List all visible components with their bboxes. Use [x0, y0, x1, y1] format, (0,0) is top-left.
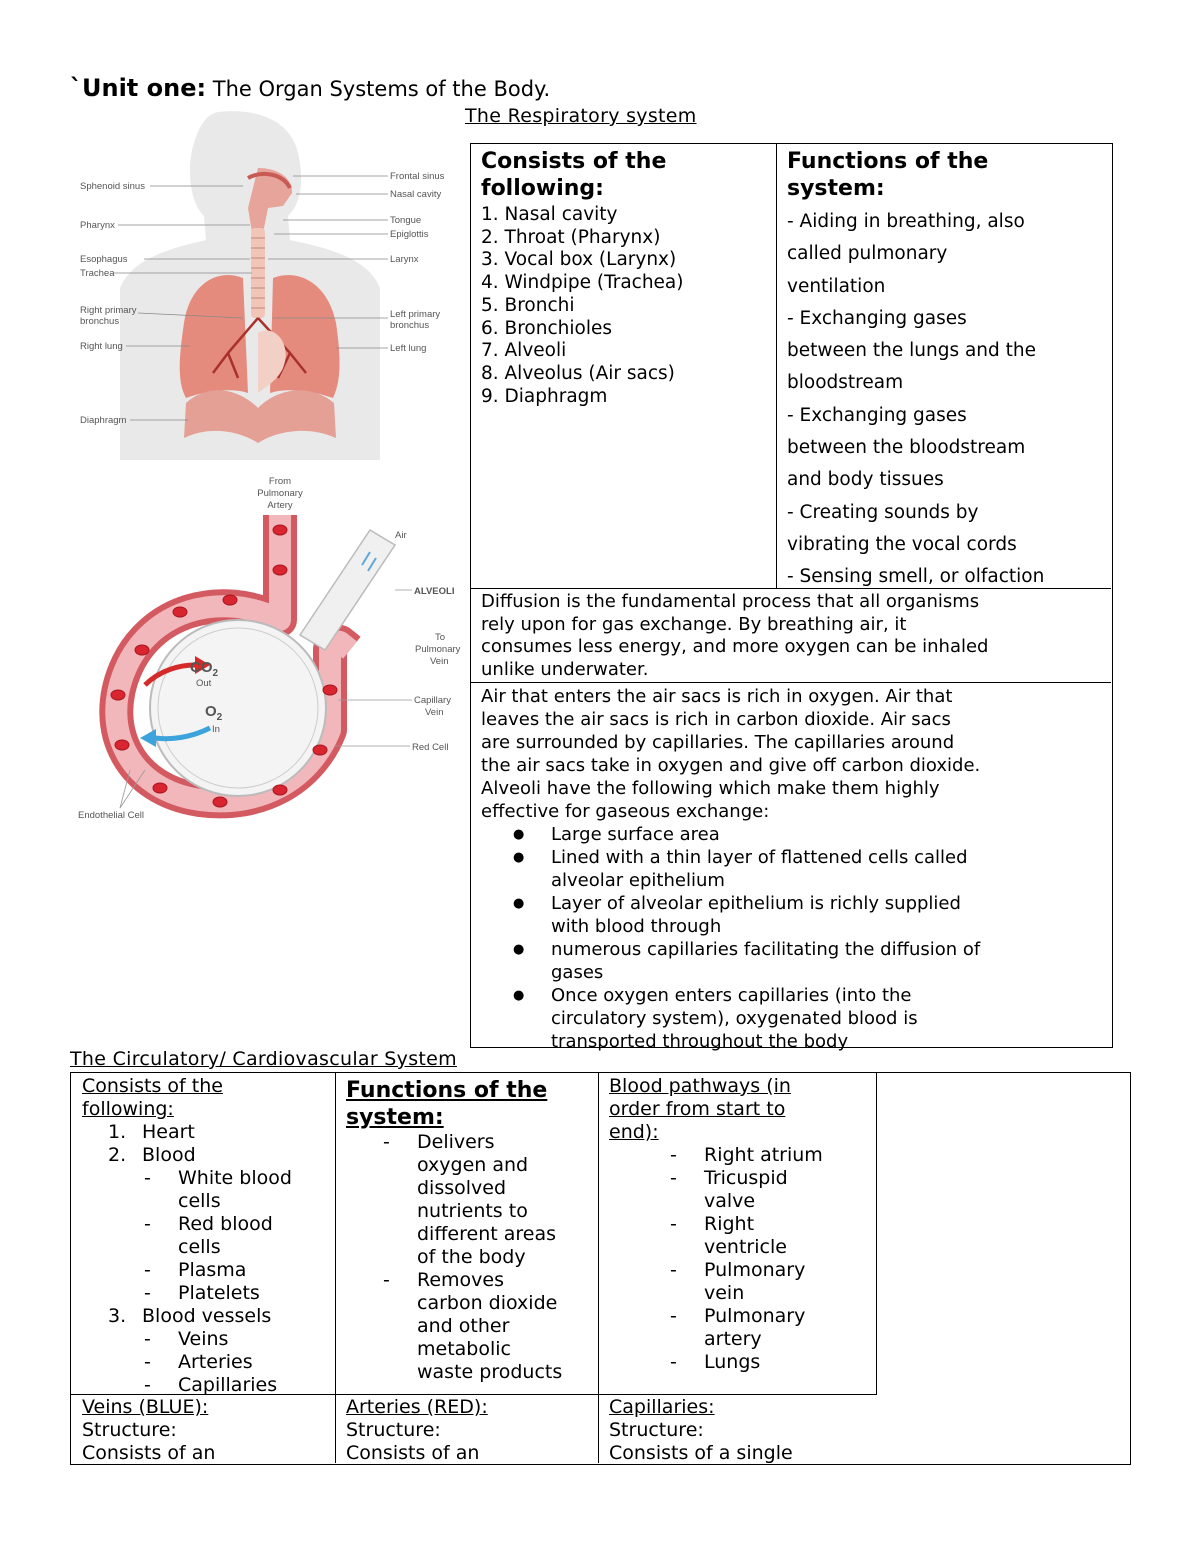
functions-column: [346, 1077, 596, 1384]
label-from: From: [268, 476, 292, 487]
functions-heading: Functions of the system:: [787, 149, 989, 201]
label-capillary: Capillary: [414, 695, 451, 706]
col2-heading: Functions of the system:: [346, 1078, 548, 1130]
circulatory-title: The Circulatory/ Cardiovascular System: [70, 1048, 457, 1070]
list-item: ● Layer of alveolar epithelium is richly supplied with blood through: [551, 892, 1101, 938]
unit-title: The Organ Systems of the Body.: [206, 77, 551, 101]
label-red-cell: Red Cell: [412, 742, 449, 753]
list-item: 3. Blood vessels: [108, 1305, 272, 1327]
label-capillary-vein: Vein: [425, 707, 444, 718]
label-larynx: Larynx: [390, 254, 419, 265]
col1-heading: Consists of the following:: [82, 1075, 223, 1120]
label-pharynx: Pharynx: [80, 220, 115, 231]
list-item: 6. Bronchioles: [481, 317, 612, 339]
consists-cell: [471, 144, 777, 588]
list-item: - White blood cells: [178, 1167, 332, 1213]
list-item: - Pulmonary artery: [704, 1305, 871, 1351]
respiratory-title: The Respiratory system: [465, 105, 697, 127]
circulatory-table: [70, 1072, 1131, 1465]
respiratory-table: [470, 143, 1113, 1052]
alveoli-gas-exchange-figure: [70, 470, 465, 830]
list-item: ● Lined with a thin layer of flattened cells called alveolar epithelium: [551, 846, 1101, 892]
list-item: ● numerous capillaries facilitating the diffusion of gases: [551, 938, 1101, 984]
consists-column: [82, 1075, 332, 1397]
list-item: - Platelets: [178, 1282, 332, 1305]
arteries-cell: Arteries (RED): Structure: Consists of an: [346, 1396, 596, 1465]
list-item: 4. Windpipe (Trachea): [481, 272, 684, 294]
label-esophagus: Esophagus: [80, 254, 128, 265]
label-left-bronchus: bronchus: [390, 320, 430, 331]
label-to-pulmonary: Pulmonary: [415, 644, 461, 655]
list-item: - Right atrium: [704, 1144, 871, 1167]
label-sphenoid-sinus: Sphenoid sinus: [80, 181, 145, 192]
label-artery: Artery: [267, 500, 293, 511]
diffusion-cell: Diffusion is the fundamental process that all organisms rely upon for gas exchange. By breathing air, it consumes less energy, and more oxygen can be inhaled unlike underwater.: [471, 588, 1111, 682]
label-right-bronchus: bronchus: [80, 316, 120, 327]
vessel-items: [82, 1328, 332, 1397]
list-item: - Arteries: [178, 1351, 332, 1374]
label-right-lung: Right lung: [80, 341, 123, 352]
label-diaphragm: Diaphragm: [80, 415, 127, 426]
label-co2: CO: [190, 659, 213, 676]
consists-list: [481, 204, 766, 408]
veins-heading: Veins (BLUE):: [82, 1396, 209, 1418]
functions-list: - Aiding in breathing, also called pulmonary ventilation - Exchanging gases between the lungs and the bloodstream - Exchanging gases between the bloodstream and body tissues - Creating sounds by vibrating the vocal cords - Sensing smell, or olfaction: [787, 211, 1045, 588]
label-air: Air: [395, 530, 407, 541]
list-item: 3. Vocal box (Larynx): [481, 249, 677, 271]
blood-items: [82, 1167, 332, 1305]
label-nasal-cavity: Nasal cavity: [390, 189, 442, 200]
label-o2: O: [205, 703, 217, 720]
functions-cell: [777, 144, 1111, 588]
list-item: 2. Throat (Pharynx): [481, 226, 661, 248]
label-left-primary: Left primary: [390, 309, 441, 320]
backtick: `: [70, 74, 82, 102]
label-co2-sub: 2: [212, 668, 219, 679]
list-item: - Red blood cells: [178, 1213, 332, 1259]
label-epiglottis: Epiglottis: [390, 229, 429, 240]
list-item: - Plasma: [178, 1259, 332, 1282]
respiratory-anatomy-figure: [78, 108, 450, 460]
label-out: Out: [196, 678, 212, 689]
unit-label: Unit one:: [82, 74, 207, 102]
list-item: 1. Nasal cavity: [481, 204, 618, 225]
capillaries-cell: Capillaries: Structure: Consists of a single: [609, 1396, 871, 1465]
list-item: 2. Blood: [108, 1144, 196, 1166]
label-endothelial-cell: Endothelial Cell: [78, 810, 145, 821]
alveoli-features-list: [481, 823, 1101, 1053]
pathways-column: [609, 1075, 871, 1374]
label-trachea: Trachea: [80, 268, 115, 279]
list-item: 8. Alveolus (Air sacs): [481, 362, 675, 384]
label-vein: Vein: [430, 656, 449, 667]
list-item: 1. Heart: [108, 1121, 195, 1143]
arteries-heading: Arteries (RED):: [346, 1396, 488, 1418]
capillaries-heading: Capillaries:: [609, 1396, 715, 1418]
list-item: - Tricuspid valve: [704, 1167, 871, 1213]
list-item: 9. Diaphragm: [481, 385, 608, 407]
col3-heading: Blood pathways (in order from start to end):: [609, 1075, 791, 1143]
list-item: - Veins: [178, 1328, 332, 1351]
page-title: [70, 74, 550, 102]
label-tongue: Tongue: [390, 215, 422, 226]
consists-heading: Consists of the following:: [481, 149, 667, 201]
label-alveoli: ALVEOLI: [414, 586, 455, 597]
list-item: - Capillaries: [178, 1374, 332, 1397]
label-to: To: [435, 632, 446, 643]
label-left-lung: Left lung: [390, 343, 427, 354]
list-item: ● Large surface area: [551, 823, 1101, 846]
label-frontal-sinus: Frontal sinus: [390, 171, 445, 182]
label-in: In: [212, 724, 220, 735]
list-item: 5. Bronchi: [481, 294, 575, 316]
list-item: 7. Alveoli: [481, 340, 567, 362]
list-item: ● Once oxygen enters capillaries (into the circulatory system), oxygenated blood is transported throughout the body: [551, 984, 1101, 1053]
label-right-primary: Right primary: [80, 305, 137, 316]
veins-cell: Veins (BLUE): Structure: Consists of an: [82, 1396, 332, 1465]
list-item: - Lungs: [704, 1351, 871, 1374]
list-item: - Delivers oxygen and dissolved nutrients to different areas of the body: [417, 1131, 596, 1269]
list-item: - Pulmonary vein: [704, 1259, 871, 1305]
air-sacs-cell: Air that enters the air sacs is rich in oxygen. Air that leaves the air sacs is rich in carbon dioxide. Air sacs are surrounded by capillaries. The capillaries around the air sacs take in oxygen and give off carbon dioxide. Alveoli have the following which make them highly effective for gaseous exchange: ● Large surface area ● Lined with a thin layer of flattened cells called alveolar epithelium ● Layer of alveolar epithelium is richly supplied with blood through ● numerous capillaries facilitating the diffusion of gases ● Once oxygen enters capillaries (into the circulatory system), oxygenated blood is transported throughout the body: [471, 682, 1111, 1046]
label-pulmonary: Pulmonary: [257, 488, 303, 499]
list-item: - Removes carbon dioxide and other metabolic waste products: [417, 1269, 596, 1384]
label-o2-sub: 2: [216, 712, 223, 723]
list-item: - Right ventricle: [704, 1213, 871, 1259]
